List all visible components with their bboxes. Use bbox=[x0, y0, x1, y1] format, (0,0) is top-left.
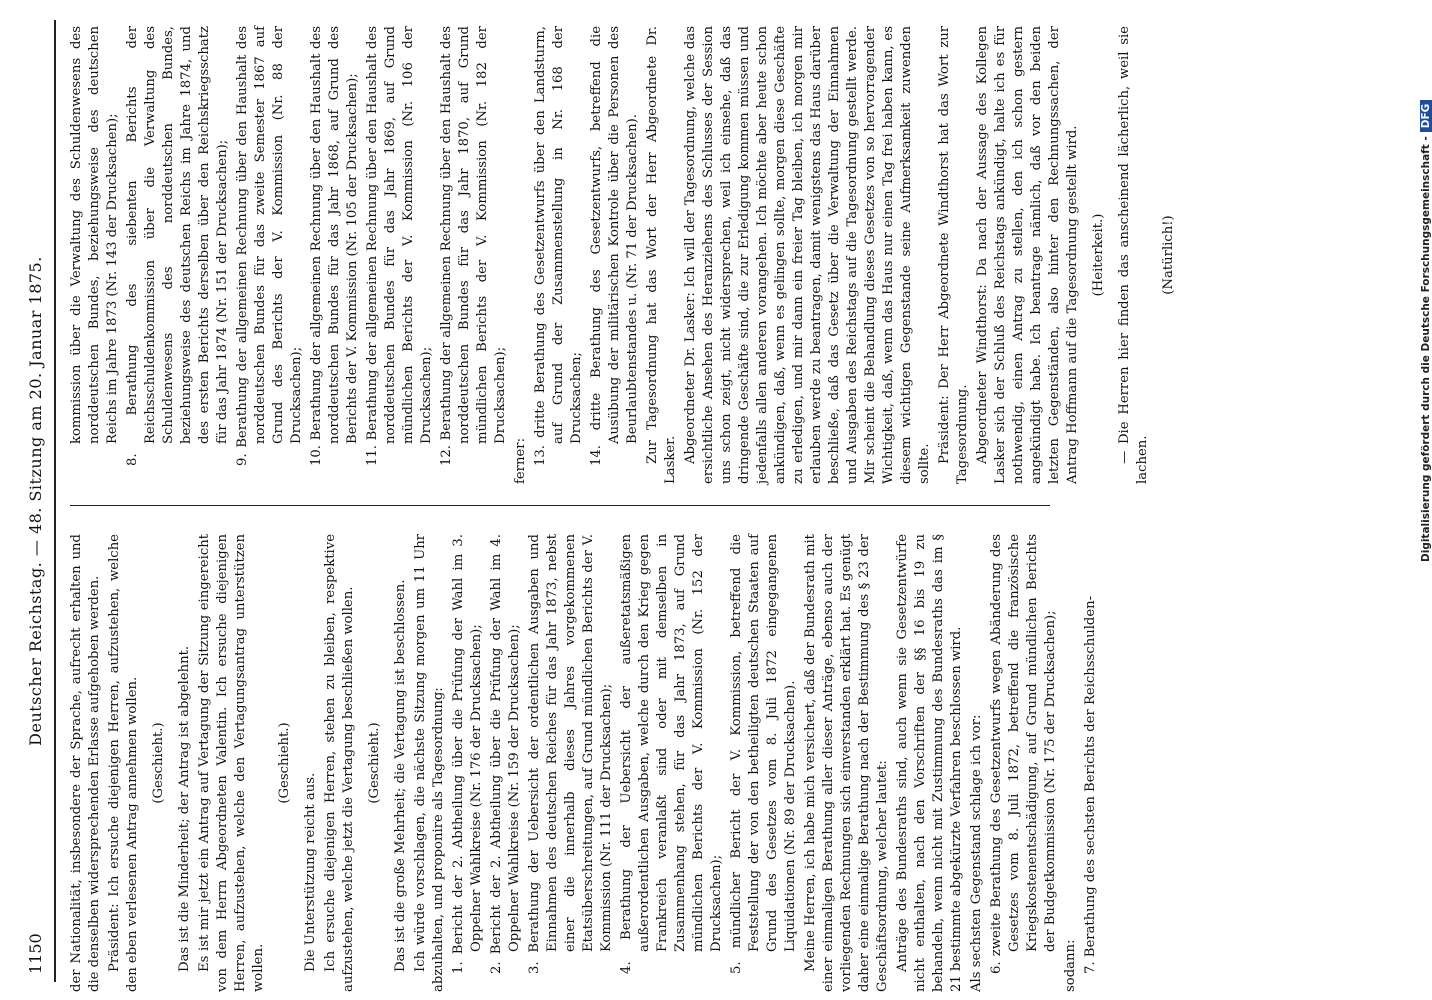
agenda-item: 8. Berathung des siebenten Berichts der Reichsschuldenkommission über die Verwaltung des Schuldenwesens des norddeutschen Bundes, beziehungsweise des deutschen Reichs im Jahre 1874, und des ersten Berichts derselben über den Reichskriegsschatz für das Jahr 1874 (Nr. 151 der Drucksachen); bbox=[125, 26, 230, 466]
paragraph: — Die Herren hier finden das anscheinend lächerlich, weil sie lachen. bbox=[1117, 26, 1150, 484]
speech-lasker: Abgeordneter Dr. Lasker: Ich will der Tagesordnung, welche das ersichtliche Ansehen des Heranziehens des Schlusses der Session uns schon zeigt, nicht widersprechen, weil ich einsehe, daß das dringende Geschäfte sind, die zur Erledigung kommen müssen und jedenfalls allen anderen vorangehen. Ich möchte aber heute schon ankündigen, daß, wenn es gelingen sollte, morgen diese Geschäfte zu erledigen, und mir dann ein freier Tag bleiben, ich morgen mir erlauben werde zu beantragen, damit wenigstens das Haus darüber beschließe, daß das Gesetz über die Verwaltung der Einnahmen und Ausgaben des Reichstags auf die Tagesordnung gestellt werde. Mir scheint die Behandlung dieses Gesetzes von so hervorragender Wichtigkeit, daß, wenn das Haus nur einen Tag frei haben kann, es diesem wichtigen Gegenstande seine Aufmerksamkeit zuwenden sollte. bbox=[683, 26, 932, 484]
page-header bbox=[18, 10, 58, 992]
agenda-item: 2. Bericht der 2. Abtheilung über die Prüfung der Wahl im 4. Oppelner Wahlkreise (Nr. 159 der Drucksachen); bbox=[489, 534, 522, 974]
agenda-item: 12. Berathung der allgemeinen Rechnung über den Haushalt des norddeutschen Bundes für das Jahr 1870, auf Grund mündlichen Berichts der V. Kommission (Nr. 182 der Drucksachen); bbox=[439, 26, 508, 466]
paragraph: der Nationalität, insbesondere der Sprache, aufrecht erhalten und die denselben widersprechenden Erlasse aufgehoben werden. bbox=[69, 534, 102, 992]
agenda-item: 11. Berathung der allgemeinen Rechnung über den Haushalt des norddeutschen Bundes für das Jahr 1869, auf Grund mündlichen Berichts der V. Kommission (Nr. 106 der Drucksachen); bbox=[365, 26, 434, 466]
paragraph: Es ist mir jetzt ein Antrag auf Vertagung der Sitzung eingereicht von dem Herrn Abgeordneten Valentin. Ich ersuche diejenigen Herren, aufzustehen, welche den Vertagungsantrag unterstützen wollen. bbox=[197, 534, 266, 992]
paragraph: kommission über die Verwaltung des Schuldenwesens des norddeutschen Bundes, beziehungsweise des deutschen Reichs im Jahre 1873 (Nr. 143 der Drucksachen); bbox=[69, 26, 120, 444]
agenda-item: 10. Berathung der allgemeinen Rechnung über den Haushalt des norddeutschen Bundes für das Jahr 1868, auf Grund des Berichts der V. Kommission (Nr. 105 der Drucksachen); bbox=[309, 26, 360, 466]
agenda-item: 1. Bericht der 2. Abtheilung über die Prüfung der Wahl im 3. Oppelner Wahlkreise (Nr. 176 der Drucksachen); bbox=[451, 534, 484, 974]
agenda-item: 4. Berathung der Uebersicht der außeretatsmäßigen außerordentlichen Ausgaben, welche durch den Krieg gegen Frankreich veranlaßt sind oder mit demselben in Zusammenhang stehen, für das Jahr 1873, auf Grund mündlichen Berichts der V. Kommission (Nr. 152 der Drucksachen); bbox=[619, 534, 724, 974]
paragraph: Die Unterstützung reicht aus. bbox=[303, 772, 318, 972]
paragraph: ferner: bbox=[513, 437, 528, 484]
agenda-item: 5. mündlicher Bericht der V. Kommission, betreffend die Feststellung der von den betheiligten deutschen Staaten auf Grund des Gesetzes vom 8. Juli 1872 eingegangenen Liquidationen (Nr. 89 der Drucksachen). bbox=[729, 534, 798, 974]
paragraph: Ich würde vorschlagen, die nächste Sitzung morgen um 11 Uhr abzuhalten, und proponire als Tagesordnung: bbox=[413, 534, 446, 992]
paragraph: Das ist die Minderheit; der Antrag ist abgelehnt. bbox=[177, 645, 192, 972]
header-rule bbox=[54, 20, 56, 982]
paragraph: sodann: bbox=[1063, 939, 1078, 992]
agenda-item: 3. Berathung der Uebersicht der ordentlichen Ausgaben und Einnahmen des deutschen Reiches für das Jahr 1873, nebst einer die innerhalb dieses Jahres vorgekommenen Etatsüberschreitungen, auf Grund mündlichen Berichts der V. Kommission (Nr. 111 der Drucksachen); bbox=[527, 534, 614, 974]
left-column bbox=[68, 534, 1102, 992]
paragraph: Zur Tagesordnung hat das Wort der Herr Abgeordnete Dr. Lasker. bbox=[645, 26, 678, 484]
stage-direction: (Heiterkeit.) bbox=[1091, 213, 1106, 297]
scanned-document-page bbox=[18, 10, 1432, 992]
running-title: Deutscher Reichstag. — 48. Sitzung am 20. Januar 1875. bbox=[26, 256, 45, 746]
speech-windthorst: Abgeordneter Windthorst: Da nach der Aussage des Kollegen Lasker sich der Schluß des Reichstags ankündigt, halte ich es für nothwendig, einen Antrag zu stellen, den ich schon gestern angekündigt habe. Ich beantrage nämlich, daß vor den beiden letzten Gegenständen, also hinter den Rechnungssachen, der Antrag Hoffmann auf die Tagesordnung gestellt wird. bbox=[975, 26, 1080, 484]
right-column bbox=[68, 26, 1186, 484]
dfg-logo: DFG bbox=[1420, 100, 1432, 133]
agenda-item: 7. Berathung des sechsten Berichts der Reichsschulden- bbox=[1083, 595, 1098, 974]
column-divider bbox=[70, 505, 1050, 506]
agenda-item: 6. zweite Berathung des Gesetzentwurfs wegen Abänderung des Gesetzes vom 8. Juli 1872, betreffend die französische Kriegskostenentschädigung, auf Grund mündlichen Berichts der Budgetkommission (Nr. 175 der Drucksachen); bbox=[989, 534, 1058, 974]
dfg-notice-text: Digitalisierung gefördert durch die Deutsche Forschungsgemeinschaft - bbox=[1420, 136, 1432, 562]
president-remark: Präsident: Der Herr Abgeordnete Windthorst hat das Wort zur Tagesordnung. bbox=[937, 26, 970, 484]
stage-direction: (Geschieht.) bbox=[151, 722, 166, 804]
paragraph: Meine Herren, ich habe mich versichert, daß der Bundesrath mit einer einmaligen Berathung aller dieser Anträge, ebenso auch der vorliegenden Rechnungen sich einverstanden erklärt hat. Es genügt daher eine einmalige Berathung nach der Bestimmung des § 23 der Geschäftsordnung, welcher lautet: bbox=[803, 534, 890, 992]
digitization-notice bbox=[1420, 0, 1432, 562]
stage-direction: (Geschieht.) bbox=[277, 722, 292, 804]
paragraph: Das ist die große Mehrheit; die Vertagung ist beschlossen. bbox=[393, 579, 408, 972]
agenda-item: 9. Berathung der allgemeinen Rechnung über den Haushalt des norddeutschen Bundes für das zweite Semester 1867 auf Grund des Berichts der V. Kommission (Nr. 88 der Drucksachen); bbox=[235, 26, 304, 466]
paragraph: Ich ersuche diejenigen Herren, stehen zu bleiben, respektive aufzustehen, welche jetzt die Vertagung beschließen wollen. bbox=[323, 534, 356, 992]
page-number: 1150 bbox=[26, 933, 45, 974]
quoted-rule: Anträge des Bundesraths sind, auch wenn sie Gesetzentwürfe nicht enthalten, nach den Vorschriften der §§ 16 bis 19 zu behandeln, wenn nicht mit Zustimmung des Bundesraths das im § 21 bestimmte abgekürzte Verfahren beschlossen wird. bbox=[895, 534, 964, 992]
stage-direction: (Natürlich!) bbox=[1161, 215, 1176, 295]
agenda-item: 13. dritte Berathung des Gesetzentwurfs über den Landsturm, auf Grund der Zusammenstellung in Nr. 168 der Drucksachen; bbox=[533, 26, 584, 466]
agenda-item: 14. dritte Berathung des Gesetzentwurfs, betreffend die Ausübung der militärischen Kontrole über die Personen des Beurlaubtenstandes u. (Nr. 71 der Drucksachen). bbox=[589, 26, 640, 466]
stage-direction: (Geschieht.) bbox=[367, 722, 382, 804]
president-remark: Präsident: Ich ersuche diejenigen Herren, aufzustehen, welche den eben verlesenen Antrag annehmen wollen. bbox=[107, 534, 140, 992]
paragraph: Als sechsten Gegenstand schlage ich vor: bbox=[969, 714, 984, 992]
